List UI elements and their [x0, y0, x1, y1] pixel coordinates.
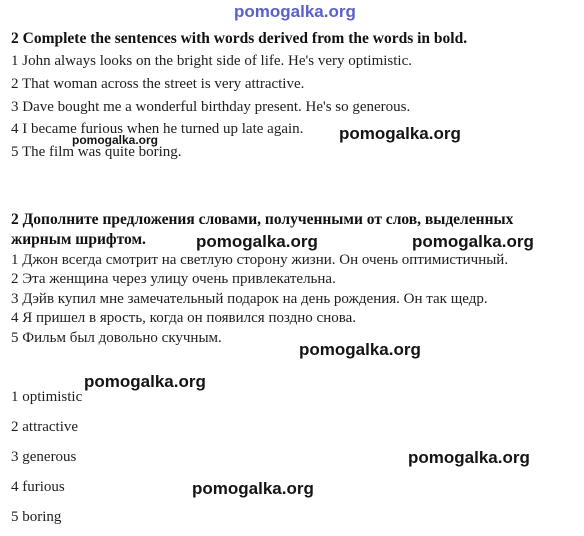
watermark-russian-2: pomogalka.org	[412, 232, 534, 251]
russian-heading-line-2: жирным шрифтом.	[11, 231, 146, 248]
russian-sentence-2: 2 Эта женщина через улицу очень привлекательна.	[11, 271, 336, 287]
russian-sentence-5: 5 Фильм был довольно скучным.	[11, 330, 222, 346]
watermark-top: pomogalka.org	[234, 2, 356, 21]
english-sentence-3: 3 Dave bought me a wonderful birthday present. He's so generous.	[11, 99, 411, 115]
answer-1: 1 optimistic	[11, 389, 83, 405]
english-heading: 2 Complete the sentences with words derived from the words in bold.	[11, 30, 468, 47]
watermark-english-right: pomogalka.org	[339, 124, 461, 143]
english-sentence-2: 2 That woman across the street is very attractive.	[11, 76, 305, 92]
russian-sentence-4: 4 Я пришел в ярость, когда он появился поздно снова.	[11, 310, 357, 326]
watermark-answers-3: pomogalka.org	[192, 479, 314, 498]
watermark-english-small: pomogalka.org	[72, 133, 159, 147]
answer-2: 2 attractive	[11, 419, 79, 435]
watermark-russian-3: pomogalka.org	[299, 340, 421, 359]
russian-sentence-1: 1 Джон всегда смотрит на светлую сторону жизни. Он очень оптимистичный.	[11, 252, 509, 268]
russian-heading-line-1: 2 Дополните предложения словами, полученными от слов, выделенных	[11, 211, 514, 228]
watermark-answers-1: pomogalka.org	[84, 372, 206, 391]
russian-sentence-3: 3 Дэйв купил мне замечательный подарок на день рождения. Он так щедр.	[11, 291, 488, 307]
answer-5: 5 boring	[11, 509, 62, 525]
english-sentence-4: 4 I became furious when he turned up late again.	[11, 121, 304, 137]
english-sentence-1: 1 John always looks on the bright side of life. He's very optimistic.	[11, 53, 412, 69]
watermark-answers-2: pomogalka.org	[408, 448, 530, 467]
answer-3: 3 generous	[11, 449, 77, 465]
watermark-russian-1: pomogalka.org	[196, 232, 318, 251]
answer-4: 4 furious	[11, 479, 65, 495]
english-sentence-5: 5 The film was quite boring.	[11, 144, 182, 160]
